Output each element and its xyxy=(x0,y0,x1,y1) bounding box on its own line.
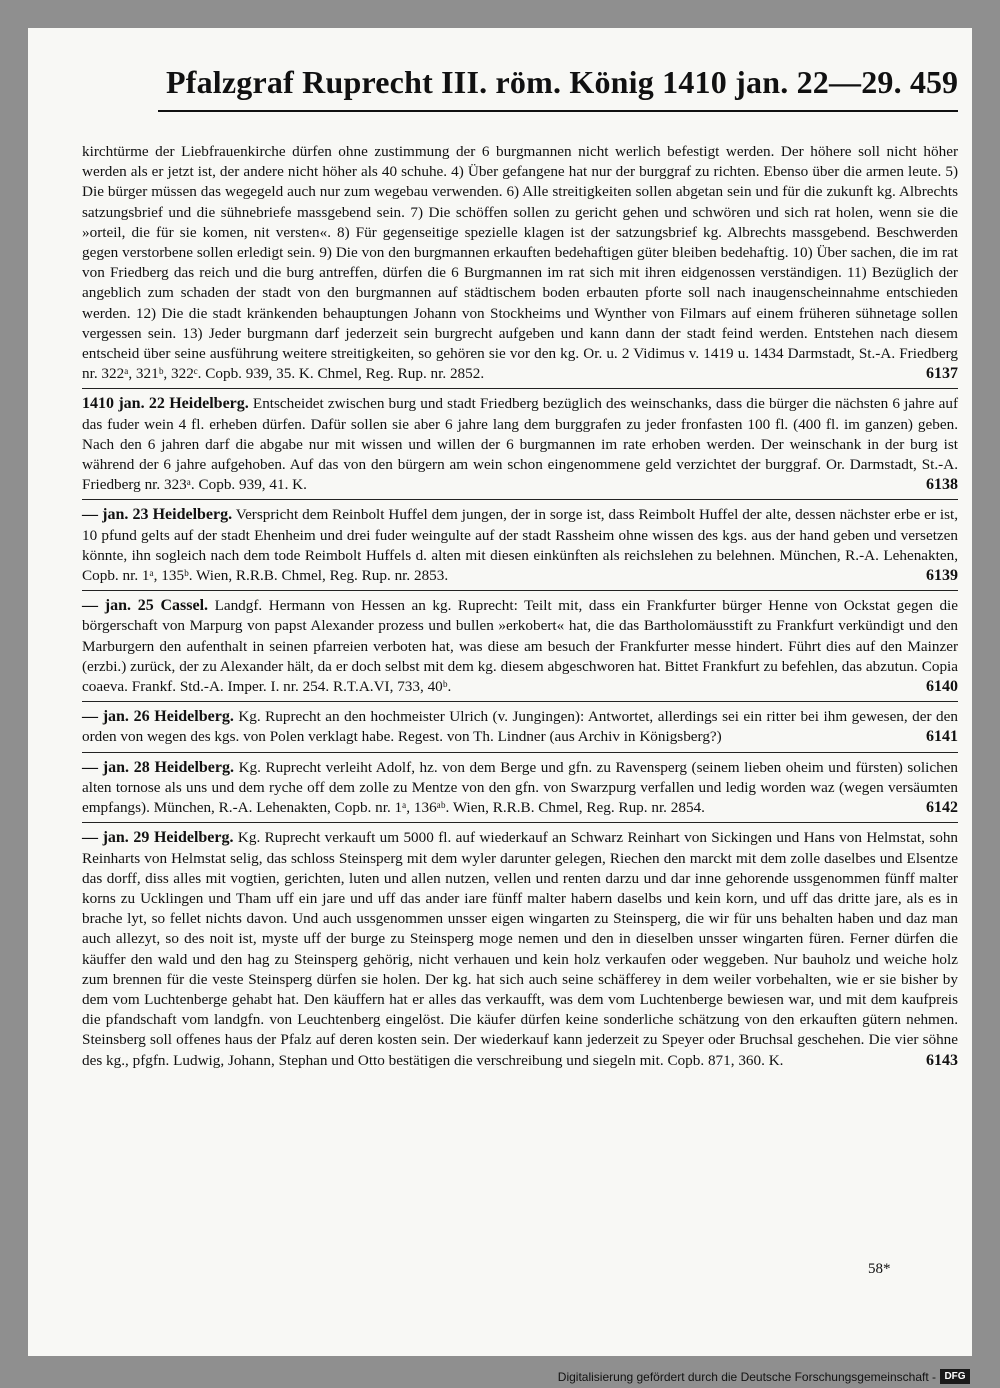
funding-footer xyxy=(28,1366,972,1388)
funding-note: Digitalisierung gefördert durch die Deutsche Forschungsgemeinschaft - xyxy=(557,1370,936,1384)
dfg-logo-icon: DFG xyxy=(940,1369,970,1384)
entry-date: — jan. 28 Heidelberg. xyxy=(82,758,235,776)
entry-text: Entscheidet zwischen burg und stadt Friedberg bezüglich des weinschanks, dass die bürger die nächsten 6 jahre auf das fuder wein 4 fl. erheben dürfen. Dafür sollen sie aber 6 jahre lang dem burggrafen zu jeder fronfasten 100 fl. (400 fl. im ganzen) geben. Nach den 6 jahren darf die abgabe nur mit wissen und willen der 6 burgmannen im rate erhoben werden. Der weinschank in der burg ist während der 6 jahre aufgehoben. Auf das von den bürgern am wein schon eingenommene geld verzichtet der burggraf. Or. Darmstadt, St.-A. Friedberg nr. 323ᵃ. Copb. 939, 41. K. xyxy=(82,395,959,494)
regest-entry xyxy=(82,828,958,1070)
entry-date: 1410 jan. 22 Heidelberg. xyxy=(82,395,249,413)
continuation-text: kirchtürme der Liebfrauenkirche dürfen ohne zustimmung der 6 burgmannen nicht werlich befestigt werden. Der höhere soll nicht höher werden als er jetzt ist, der andere nicht höher als 40 schuhe. 4) Über gefangene hat nur der burggraf zu richten. Ebenso über die armen leute. 5) Die bürger müssen das wegegeld auch nur zum wegebau verwenden. 6) Alle streitigkeiten sollen abgetan sein und für die zukunft kg. Albrechts satzungsbrief und die sühnebriefe massgebend sein. 7) Die schöffen sollen zu gericht gehen und schwören und sich rat holen, wenn sie die »orteil, die für sie komen, nit versten«. 8) Für gegenseitige spezielle klagen ist der satzungsbrief kg. Albrechts massgebend. Beschwerden gegen verstorbene sollen erledigt sein. 9) Die von den burgmannen erkauften bedehaftigen güter bleiben bedehaftig. 10) Über sachen, die im rat von Friedberg das reich und die burg antreffen, dürfen die 6 Burgmannen im rat sich mit ihren eidgenossen verständigen. 11) Bezüglich der angeblich zum schaden der stadt von den burgmannen auf städtischem boden erbauten pforte soll nach inaugenscheinnahme entschieden werden. 12) Die die stadt kränkenden behauptungen Johann von Stockheims und Wynther von Filmars auf einem früheren sühnetage sollen vergessen sein. 13) Jeder burgmann darf jederzeit sein burgrecht aufgeben und kann dann der stadt feind werden. Entstehen nach diesem entscheid über seine ausführung weitere streitigkeiten, so gehören sie vor den kg. Or. u. 2 Vidimus v. 1419 u. 1434 Darmstadt, St.-A. Friedberg nr. 322ᵃ, 321ᵇ, 322ᶜ. Copb. 939, 35. K. Chmel, Reg. Rup. nr. 2852. xyxy=(82,143,958,383)
entry-number: 6143 xyxy=(926,1051,958,1069)
entry-text: Kg. Ruprecht verleiht Adolf, hz. von dem Berge und gfn. zu Ravensperg (seinem lieben oheim und fürsten) solichen alten tornose als uns und dem ryche off dem zolle zu Mentze von den gfn. von Swarzpurg verfallen und ledig worden waz (wegen versäumten empfangs). München, R.-A. Lehenakten, Copb. nr. 1ᵃ, 136ᵃᵇ. Wien, R.R.B. Chmel, Reg. Rup. nr. 2854. xyxy=(82,758,959,817)
entry-date: — jan. 29 Heidelberg. xyxy=(82,829,234,847)
entry-divider xyxy=(82,590,958,591)
regest-entry xyxy=(82,758,958,819)
entry-date: — jan. 25 Cassel. xyxy=(82,597,209,615)
entry-divider xyxy=(82,752,958,753)
entry-text: Kg. Ruprecht verkauft um 5000 fl. auf wiederkauf an Schwarz Reinhart von Sickingen und Hans von Helmstat, sohn Reinharts von Helmstat selig, das schloss Steinsperg mit dem wyler darunter gelegen, Riechen den marckt mit dem zolle daselbes und Elsentze das dorff, diss alles mit vogtien, gerichten, luten und allen nutzen, vellen und renten darzu und dar inne gehorende ussgenommen fünff malter korns zu Ucklingen und Tham uff ein jare und uff das ander iare fünff malter habern daselbs und kein korn, und uff das dritte jare, als es in brache lyt, so fellet nichts davon. Und auch ussgenommen unsser eigen wingarten zu Steinsperg, die wir für uns behalten haben und daz man auch allezyt, so des noit ist, myste uff der burge zu Steinsperg moge nemen und den in dieselben unsser wingarten füren. Ferner dürfen die käuffer den wald und den hag zu Steinsperg gehörig, nicht verhauen und kein holz verkaufen oder weggeben. Nur bauholz und weiche holz zum brennen für die veste Steinsperg dürfen sie holen. Der kg. hat sich auch seine schäfferey in dem weiler vorbehalten, wie er sie bisher by dem vom Luchtenberge gehabt hat. Den käuffern hat er alles das verkaufft, was dem vom Luchtenberge bewiesen war, und mit dem kaufpreis die pfandschaft vom landgfn. von Leuchtenberg eingelöst. Die käufer dürfen keine sonderliche schätzung von den erkauften gütern nehmen. Steinsberg soll offenes haus der Pfalz auf deren kosten sein. Der wiederkauf kann jederzeit zu Speyer oder Bruchsal geschehen. Die vier söhne des kg., pfgfn. Ludwig, Johann, Stephan und Otto bestätigen die verschreibung und siegeln mit. Copb. 871, 360. K. xyxy=(82,829,959,1069)
entry-number: 6139 xyxy=(926,567,958,585)
entry-number: 6142 xyxy=(926,799,958,817)
continuation-paragraph xyxy=(82,142,958,384)
regest-entry xyxy=(82,707,958,747)
entry-number: 6140 xyxy=(926,678,958,696)
entry-divider xyxy=(82,701,958,702)
entry-date: — jan. 26 Heidelberg. xyxy=(82,708,234,726)
entry-divider xyxy=(82,499,958,500)
regest-entry xyxy=(82,596,958,697)
entry-date: — jan. 23 Heidelberg. xyxy=(82,506,233,524)
entry-number: 6137 xyxy=(926,365,958,383)
document-page xyxy=(28,28,972,1356)
entry-number: 6141 xyxy=(926,728,958,746)
entry-number: 6138 xyxy=(926,476,958,494)
signature-mark: 58* xyxy=(868,1261,891,1277)
running-header xyxy=(158,62,958,112)
page-number: 459 xyxy=(910,64,958,100)
entry-text: Landgf. Hermann von Hessen an kg. Ruprecht: Teilt mit, dass ein Frankfurter bürger Henne von Ockstat gegen die börgerschaft von Marpurg von papst Alexander prozess und bullen »erkobert« hat, die das Bartholomäusstift zu Frankfurt verkündigt und den Marburgern den aufenthalt in seinen pfarreien verboten hat, was diese am besuch der Frankfurter messe hindert. Führt dies auf den Mainzer (erzbi.) zurück, der zu Alexander hält, da er doch selbst mit dem kg. diesem abgeschworen hat. Bittet Frankfurt zu befehlen, das abzutun. Copia coaeva. Frankf. Std.-A. Imper. I. nr. 254. R.T.A.VI, 733, 40ᵇ. xyxy=(82,597,959,696)
body-text xyxy=(82,142,958,1071)
entry-text: Verspricht dem Reinbolt Huffel dem jungen, der in sorge ist, dass Reimbolt Huffel der alte, dessen nächster erbe er ist, 10 pfund gelts auf der stadt Ehenheim und drei fuder weingulte auf der stadt Rassheim ohne wissen des kgs. aus der hand geben und versetzen könnte, ihn sogleich nach dem tode Reimbolt Huffels d. alten mit diesen einkünften als reichslehen zu belehnen. München, R.-A. Lehenakten, Copb. nr. 1ᵃ, 135ᵇ. Wien, R.R.B. Chmel, Reg. Rup. nr. 2853. xyxy=(82,506,958,585)
regest-entry xyxy=(82,394,958,495)
header-title: Pfalzgraf Ruprecht III. röm. König 1410 jan. 22—29. xyxy=(166,64,902,100)
regest-entry xyxy=(82,505,958,586)
entry-divider xyxy=(82,822,958,823)
entry-text: Kg. Ruprecht an den hochmeister Ulrich (v. Jungingen): Antwortet, allerdings sei ein ritter bei ihm gewesen, der den orden von wegen des kgs. von Polen verklagt habe. Regest. von Th. Lindner (aus Archiv in Königsberg?) xyxy=(82,708,958,746)
entry-divider xyxy=(82,388,958,389)
